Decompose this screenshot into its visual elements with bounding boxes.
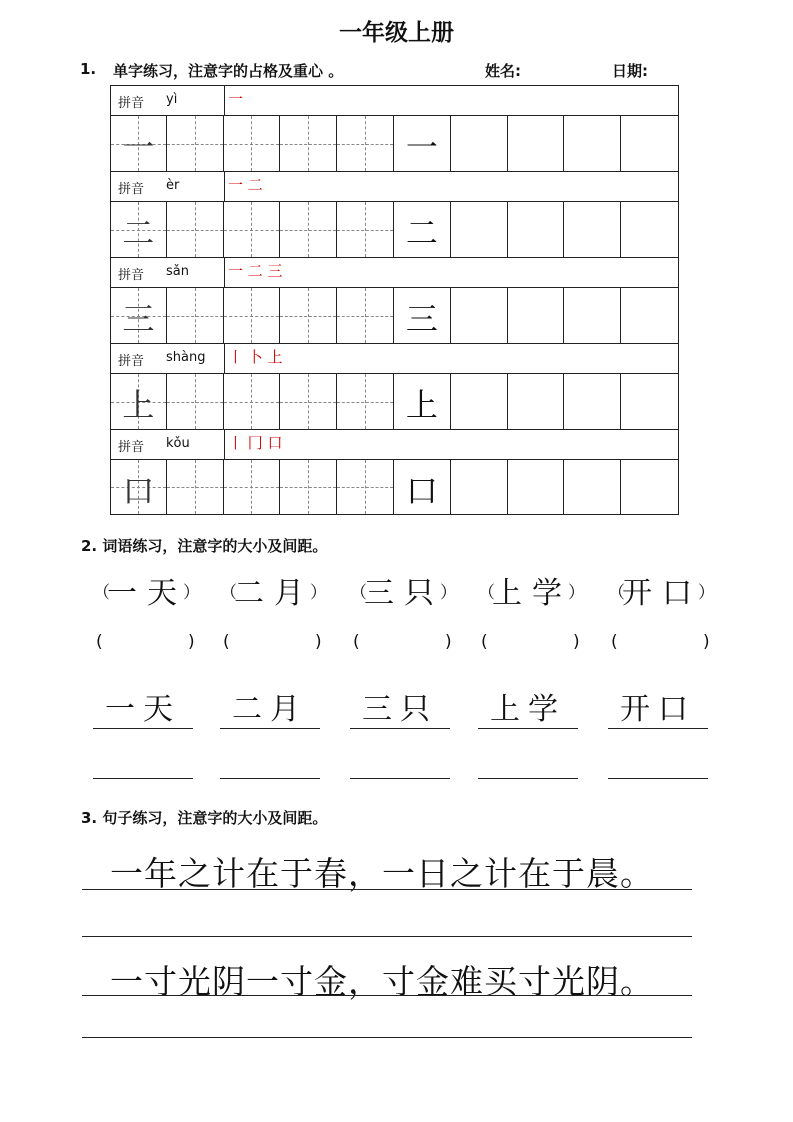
blank-open-paren: ( [611, 632, 618, 652]
model-character: 口 [405, 472, 438, 510]
pinyin-row [110, 343, 679, 373]
model-character: 上 [405, 386, 438, 424]
writing-cell[interactable] [337, 116, 394, 171]
close-paren: ） [440, 583, 457, 603]
writing-cell[interactable] [111, 202, 167, 257]
word-writing-line[interactable] [608, 770, 708, 779]
section3-title: 3. 句子练习，注意字的大小及间距。 [81, 809, 328, 827]
blank-open-paren: ( [223, 632, 230, 652]
writing-row [110, 373, 679, 429]
pinyin-row [110, 171, 679, 201]
writing-cell[interactable] [508, 288, 565, 343]
writing-cell[interactable] [167, 116, 224, 171]
writing-row [110, 201, 679, 257]
pinyin-text: èr [166, 178, 180, 193]
divider [224, 258, 225, 287]
writing-cell[interactable] [564, 288, 621, 343]
pinyin-text: kǒu [166, 436, 190, 451]
pinyin-label: 拼音 [118, 440, 145, 455]
writing-cell[interactable] [224, 116, 281, 171]
word-example: 二月 [234, 576, 314, 611]
word-example: 三只 [364, 576, 444, 611]
writing-cell[interactable] [337, 460, 394, 514]
writing-cell[interactable] [280, 460, 337, 514]
pinyin-label: 拼音 [118, 268, 145, 283]
writing-cell[interactable] [280, 202, 337, 257]
stroke-order: 一 二 三 [228, 262, 283, 280]
writing-cell[interactable] [337, 202, 394, 257]
writing-cell[interactable] [224, 202, 281, 257]
stroke-order: 一 二 [228, 176, 263, 194]
writing-cell[interactable] [111, 374, 167, 429]
writing-cell[interactable] [564, 460, 621, 514]
model-character: 三 [405, 300, 438, 338]
blank-close-paren: ) [573, 632, 580, 652]
pinyin-text: shàng [166, 350, 206, 365]
sentence-2: 一寸光阴一寸金，寸金难买寸光阴。 [110, 962, 654, 1001]
pinyin-label: 拼音 [118, 182, 145, 197]
writing-cell[interactable] [167, 374, 224, 429]
writing-cell[interactable] [564, 374, 621, 429]
section1-number: 1. [80, 60, 97, 78]
writing-row [110, 287, 679, 343]
writing-line [82, 936, 692, 937]
trace-character: 一 [122, 128, 155, 166]
writing-cell[interactable] [224, 374, 281, 429]
writing-row [110, 115, 679, 171]
writing-cell[interactable] [394, 202, 451, 257]
word-writing-line[interactable] [478, 770, 578, 779]
word-model: 上学 [478, 684, 578, 729]
pinyin-row [110, 257, 679, 287]
writing-cell[interactable] [394, 460, 451, 514]
word-model: 开口 [608, 684, 708, 729]
writing-cell[interactable] [451, 460, 508, 514]
writing-cell[interactable] [280, 116, 337, 171]
pinyin-text: sǎn [166, 264, 189, 279]
writing-cell[interactable] [224, 460, 281, 514]
writing-line [82, 995, 692, 996]
practice-grid [110, 85, 679, 515]
writing-cell[interactable] [337, 374, 394, 429]
blank-open-paren: ( [96, 632, 103, 652]
trace-character: 上 [122, 386, 155, 424]
close-paren: ） [698, 583, 715, 603]
writing-cell[interactable] [394, 116, 451, 171]
word-example: 上学 [492, 576, 572, 611]
writing-cell[interactable] [167, 202, 224, 257]
writing-cell[interactable] [451, 288, 508, 343]
pinyin-row [110, 429, 679, 459]
writing-cell[interactable] [111, 116, 167, 171]
pinyin-row [110, 85, 679, 115]
writing-row [110, 459, 679, 515]
close-paren: ） [183, 583, 200, 603]
writing-cell[interactable] [280, 374, 337, 429]
blank-open-paren: ( [481, 632, 488, 652]
close-paren: ） [568, 583, 585, 603]
writing-cell[interactable] [508, 374, 565, 429]
writing-cell[interactable] [394, 374, 451, 429]
writing-cell[interactable] [451, 116, 508, 171]
writing-line [82, 889, 692, 890]
open-paren: （ [478, 583, 495, 603]
writing-cell[interactable] [394, 288, 451, 343]
blank-close-paren: ) [445, 632, 452, 652]
divider [224, 172, 225, 201]
blank-open-paren: ( [353, 632, 360, 652]
section2-title: 2. 词语练习，注意字的大小及间距。 [81, 537, 328, 555]
pinyin-text: yì [166, 92, 178, 107]
writing-cell[interactable] [451, 374, 508, 429]
pinyin-label: 拼音 [118, 96, 145, 111]
writing-cell[interactable] [337, 288, 394, 343]
sentence-1: 一年之计在于春，一日之计在于晨。 [110, 854, 654, 893]
open-paren: （ [608, 583, 625, 603]
writing-cell[interactable] [280, 288, 337, 343]
trace-character: 二 [122, 214, 155, 252]
close-paren: ） [310, 583, 327, 603]
writing-cell[interactable] [451, 202, 508, 257]
blank-close-paren: ) [188, 632, 195, 652]
word-model: 三只 [350, 684, 450, 729]
name-label: 姓名: [485, 62, 521, 80]
writing-cell[interactable] [508, 460, 565, 514]
writing-cell[interactable] [621, 374, 678, 429]
word-writing-line[interactable] [220, 770, 320, 779]
open-paren: （ [220, 583, 237, 603]
divider [224, 86, 225, 115]
writing-cell[interactable] [111, 460, 167, 514]
word-model: 二月 [220, 684, 320, 729]
writing-line [82, 1037, 692, 1038]
writing-cell[interactable] [167, 288, 224, 343]
writing-cell[interactable] [564, 116, 621, 171]
open-paren: （ [93, 583, 110, 603]
stroke-order: 丨 卜 上 [228, 348, 283, 366]
word-example: 一天 [107, 576, 187, 611]
section1-instruction: 单字练习，注意字的占格及重心 。 [113, 62, 344, 80]
page-title: 一年级上册 [339, 20, 454, 46]
trace-character: 口 [122, 472, 155, 510]
divider [224, 430, 225, 459]
stroke-order: 丨 冂 口 [228, 434, 283, 452]
divider [224, 344, 225, 373]
model-character: 二 [405, 214, 438, 252]
writing-cell[interactable] [508, 116, 565, 171]
writing-cell[interactable] [111, 288, 167, 343]
date-label: 日期: [612, 62, 648, 80]
writing-cell[interactable] [621, 202, 678, 257]
writing-cell[interactable] [621, 288, 678, 343]
word-writing-line[interactable] [93, 770, 193, 779]
writing-cell[interactable] [621, 460, 678, 514]
writing-cell[interactable] [621, 116, 678, 171]
word-example: 开口 [622, 576, 702, 611]
writing-cell[interactable] [224, 288, 281, 343]
writing-cell[interactable] [508, 202, 565, 257]
writing-cell[interactable] [564, 202, 621, 257]
blank-close-paren: ) [703, 632, 710, 652]
word-model: 一天 [93, 684, 193, 729]
trace-character: 三 [122, 300, 155, 338]
model-character: 一 [405, 128, 438, 166]
stroke-order: 一 [228, 90, 244, 108]
open-paren: （ [350, 583, 367, 603]
blank-close-paren: ) [315, 632, 322, 652]
word-writing-line[interactable] [350, 770, 450, 779]
writing-cell[interactable] [167, 460, 224, 514]
pinyin-label: 拼音 [118, 354, 145, 369]
